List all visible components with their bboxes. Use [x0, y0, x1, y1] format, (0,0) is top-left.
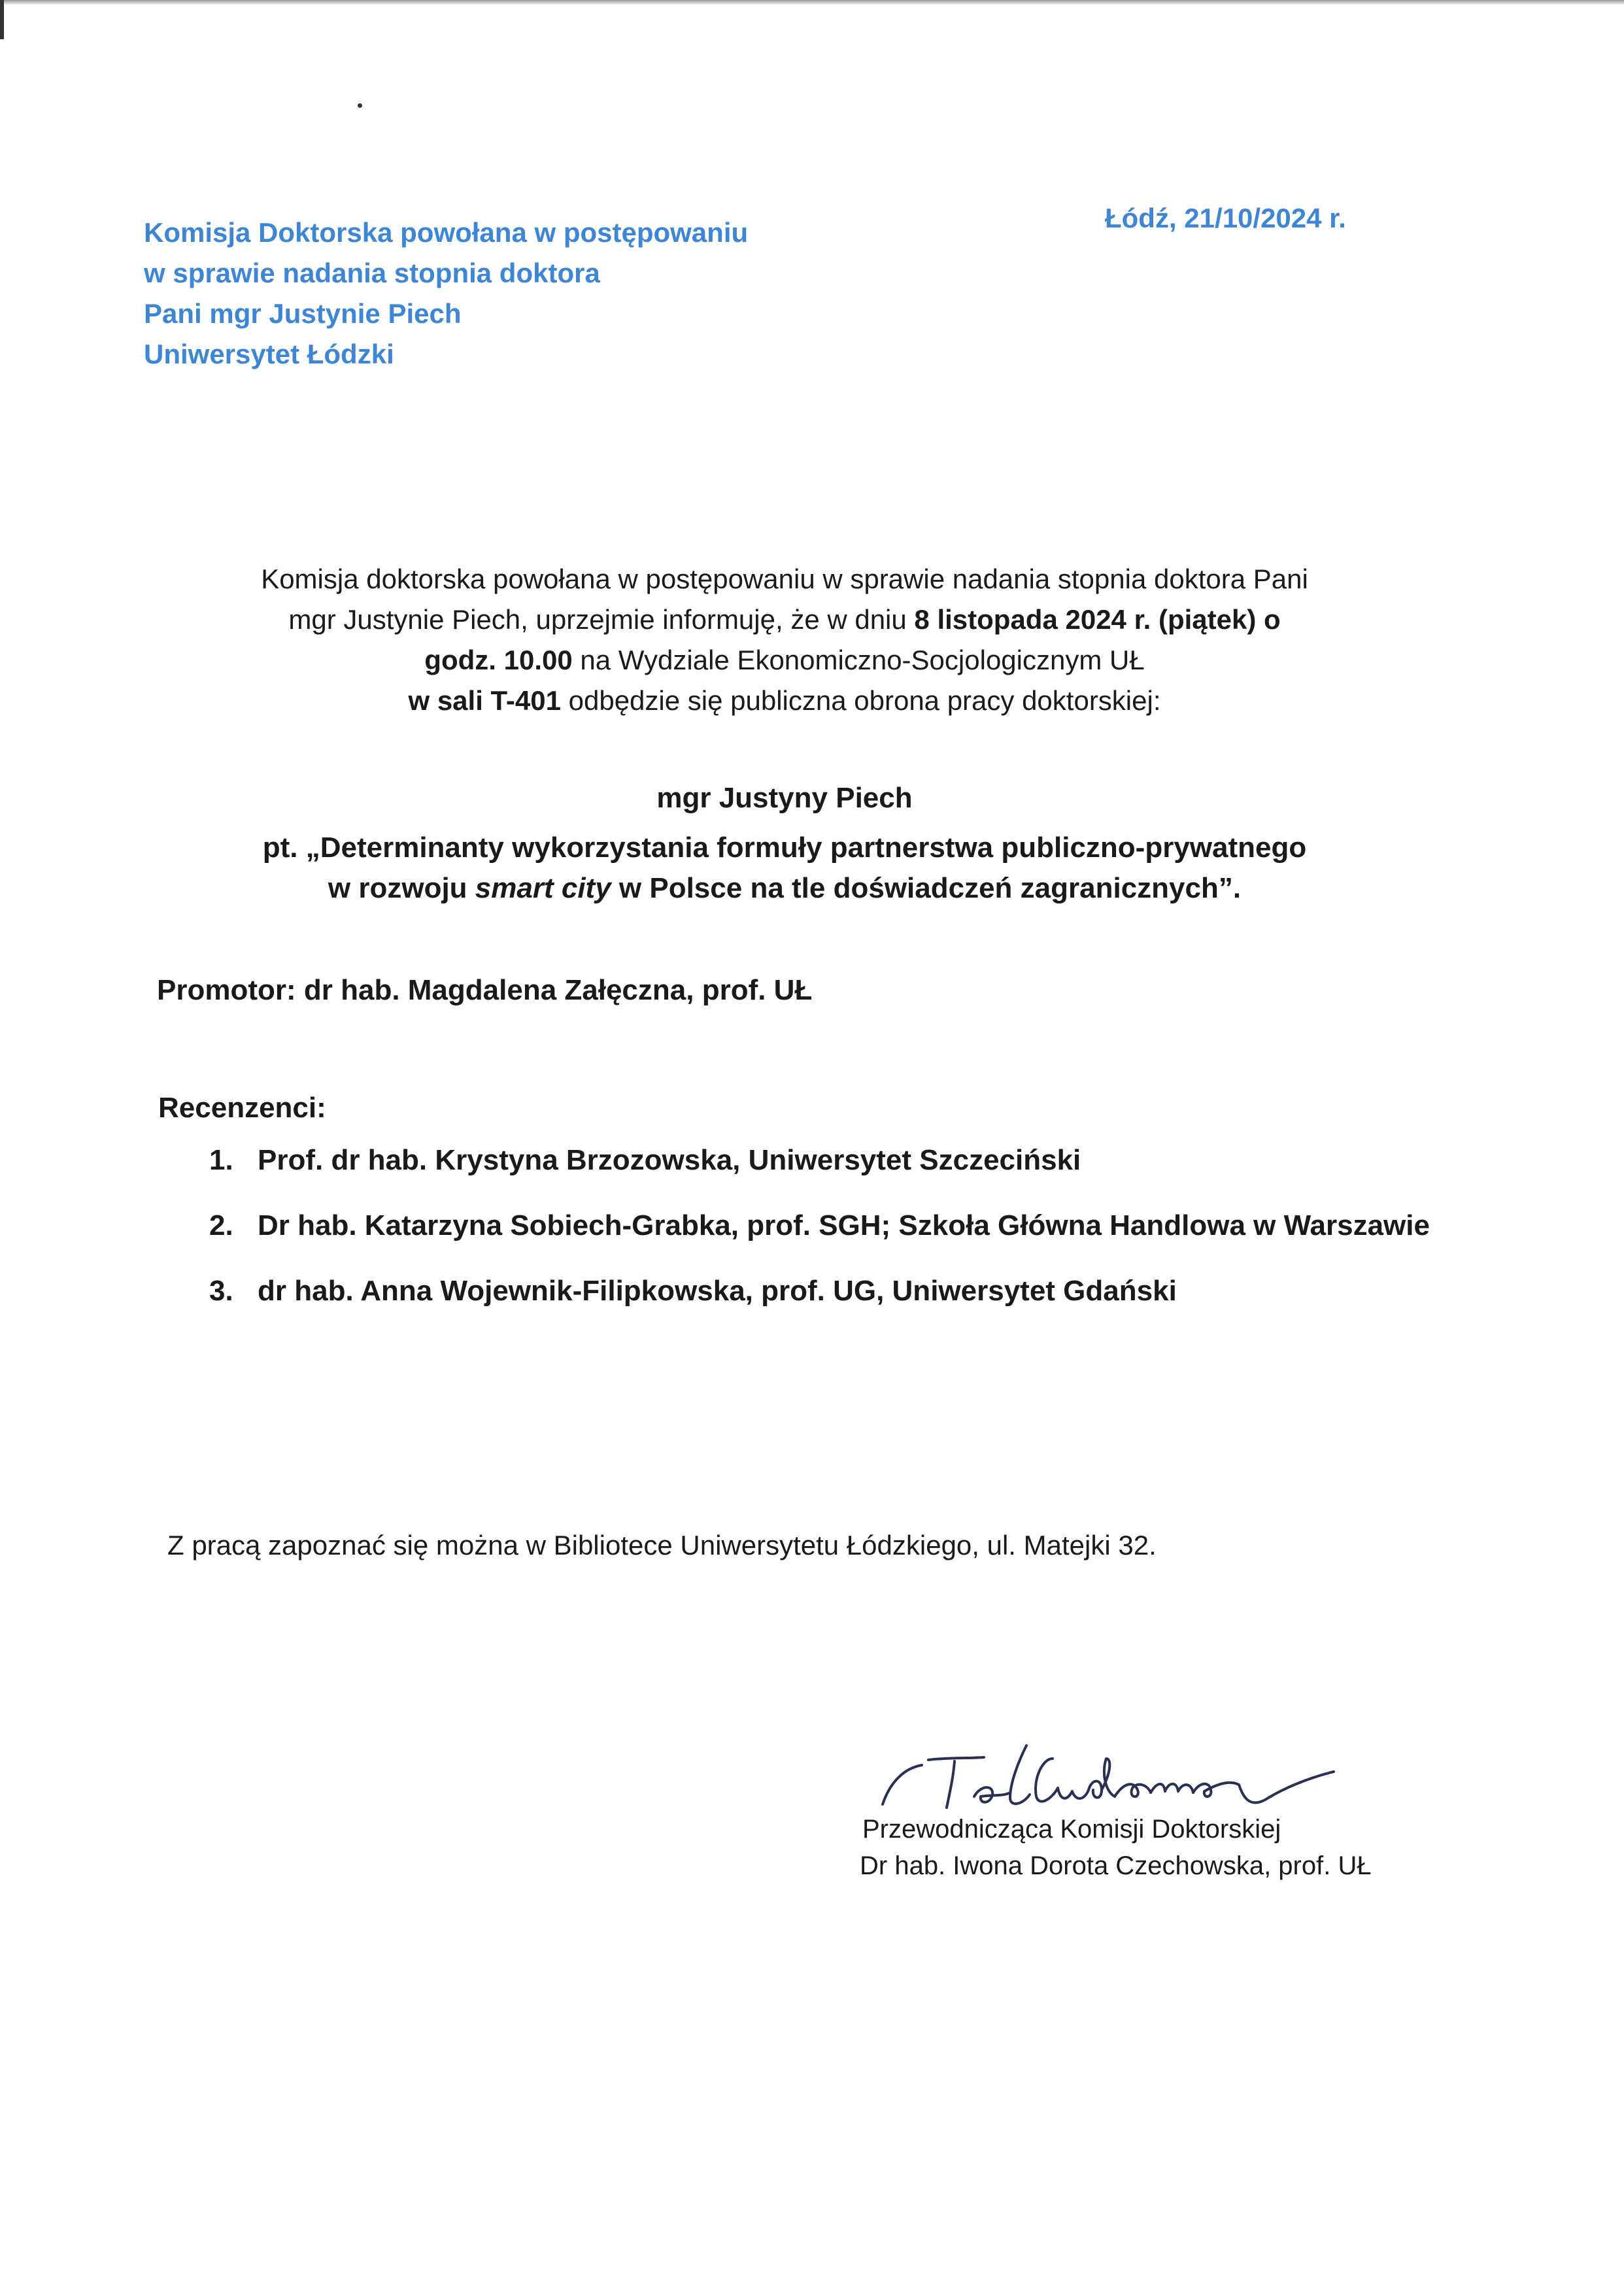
thesis-title-text: w rozwoju	[328, 872, 475, 904]
announcement-line-1	[144, 559, 1425, 599]
promotor: Promotor: dr hab. Magdalena Załęczna, prof. UŁ	[157, 974, 813, 1006]
addressee-line-1: Komisja Doktorska powołana w postępowaniu	[144, 217, 749, 248]
announcement-line-4	[144, 681, 1425, 721]
thesis-title-text: w Polsce na tle doświadczeń zagranicznych”.	[611, 872, 1242, 904]
letter-date: Łódź, 21/10/2024 r.	[1105, 203, 1346, 233]
announcement-text: mgr Justynie Piech, uprzejmie informuję, że w dniu	[288, 604, 915, 635]
addressee-line-4: Uniwersytet Łódzki	[144, 339, 394, 369]
list-item-number: 3.	[209, 1275, 233, 1307]
reviewers-title: Recenzenci:	[158, 1092, 326, 1124]
signer-title: Przewodnicząca Komisji Doktorskiej	[862, 1815, 1281, 1844]
list-item	[209, 1144, 1438, 1190]
addressee-block	[144, 212, 748, 375]
list-item-text: dr hab. Anna Wojewnik-Filipkowska, prof. UG, Uniwersytet Gdański	[258, 1275, 1177, 1307]
list-item-number: 1.	[209, 1144, 233, 1176]
thesis-title-line-2	[144, 868, 1425, 909]
signer-name: Dr hab. Iwona Dorota Czechowska, prof. UŁ	[860, 1851, 1372, 1880]
reviewers-list	[209, 1144, 1438, 1340]
signer-block	[860, 1811, 1372, 1884]
candidate-name: mgr Justyny Piech	[656, 782, 913, 814]
thesis-title-italic: smart city	[475, 872, 611, 904]
addressee-line-2: w sprawie nadania stopnia doktora	[144, 258, 600, 288]
handwritten-signature	[876, 1719, 1347, 1824]
announcement-text: na Wydziale Ekonomiczno-Socjologicznym UŁ	[572, 645, 1145, 675]
addressee-line-3: Pani mgr Justynie Piech	[144, 298, 462, 329]
library-note: Z pracą zapoznać się można w Bibliotece Uniwersytetu Łódzkiego, ul. Matejki 32.	[167, 1530, 1157, 1560]
list-item-number: 2.	[209, 1209, 233, 1241]
announcement-line-2	[144, 599, 1425, 640]
announcement-text: Komisja doktorska powołana w postępowaniu w sprawie nadania stopnia doktora Pani	[261, 564, 1308, 594]
list-item-text: Dr hab. Katarzyna Sobiech-Grabka, prof. SGH; Szkoła Główna Handlowa w Warszawie	[258, 1209, 1430, 1241]
announcement-line-3	[144, 640, 1425, 681]
scan-speck	[358, 103, 362, 108]
thesis-title-line-1: pt. „Determinanty wykorzystania formuły partnerstwa publiczno-prywatnego	[262, 832, 1307, 864]
defense-time: godz. 10.00	[424, 645, 573, 675]
list-item	[209, 1209, 1438, 1255]
defense-date: 8 listopada 2024 r. (piątek) o	[914, 604, 1281, 635]
list-item	[209, 1275, 1438, 1321]
defense-room: w sali T-401	[408, 685, 561, 716]
list-item-text: Prof. dr hab. Krystyna Brzozowska, Uniwersytet Szczeciński	[258, 1144, 1081, 1176]
scan-edge-left	[0, 0, 4, 39]
announcement-paragraph	[144, 559, 1425, 721]
announcement-text: odbędzie się publiczna obrona pracy doktorskiej:	[560, 685, 1161, 716]
scan-edge-top	[0, 0, 1624, 5]
thesis-block	[144, 778, 1425, 909]
